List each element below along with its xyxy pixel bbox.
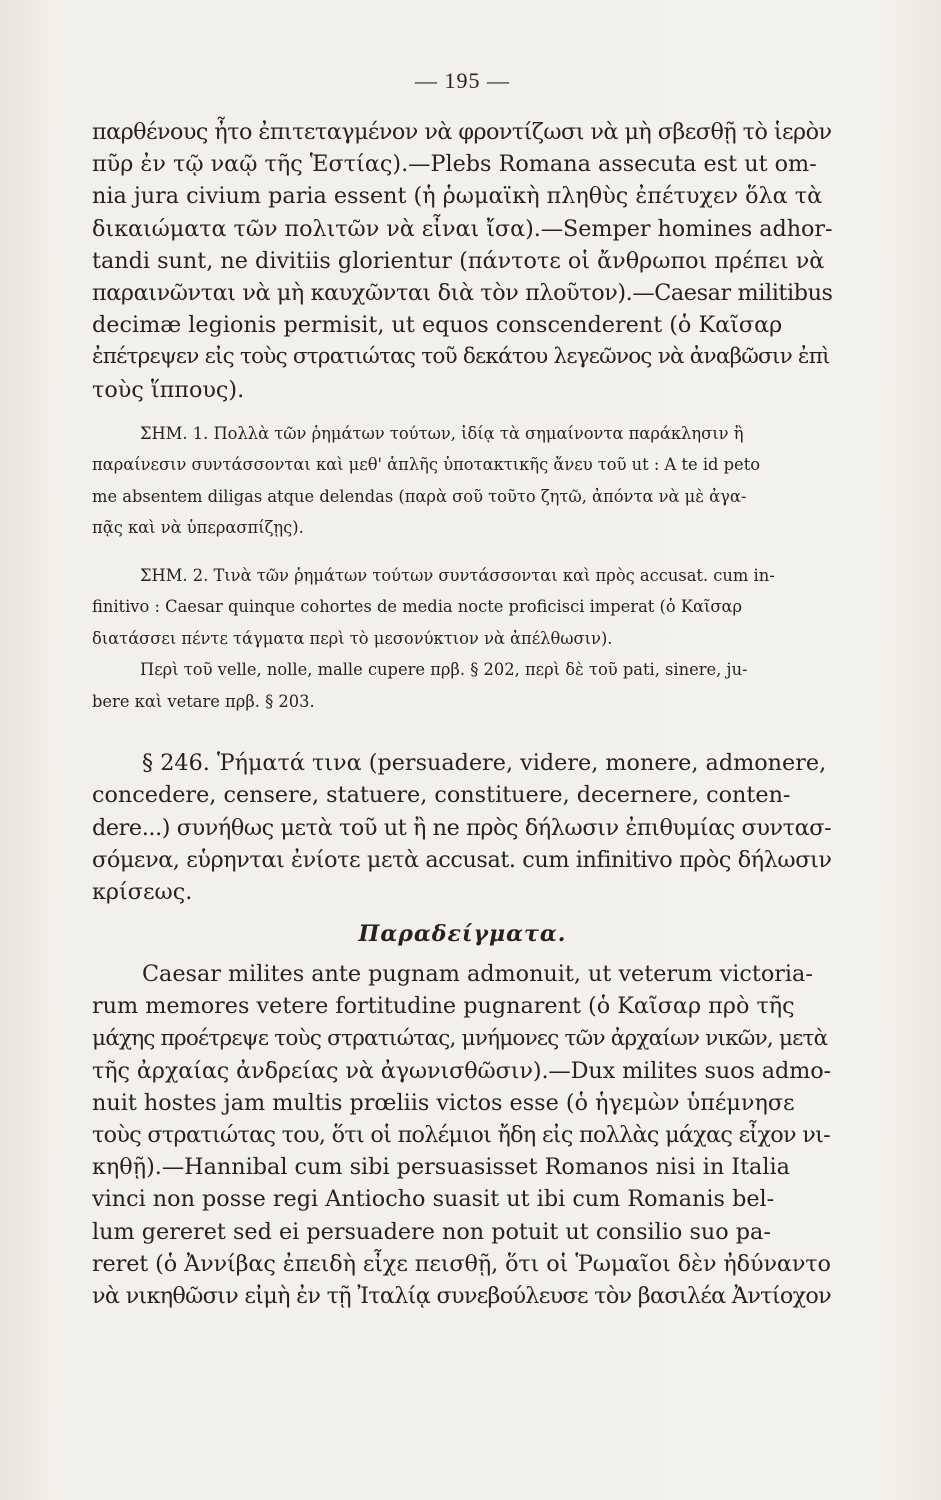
text-line: κρίσεως. bbox=[92, 878, 193, 905]
text-line: reret (ὁ Ἀννίβας ἐπειδὴ εἶχε πεισθῇ, ὅτι οἱ Ῥωμαῖοι δὲν ἠδύναντο bbox=[92, 1250, 831, 1277]
text-line: concedere, censere, statuere, constituere, decernere, conten- bbox=[92, 782, 791, 809]
text-line: διατάσσει πέντε τάγματα περὶ τὸ μεσονύκτιον νὰ ἀπέλθωσιν). bbox=[92, 628, 613, 648]
text-line: lum gereret sed ei persuadere non potuit ut consilio suo pa- bbox=[92, 1218, 771, 1245]
text-line: tandi sunt, ne divitiis glorientur (πάντοτε οἱ ἄνθρωποι πρέπει νὰ bbox=[92, 247, 825, 274]
text-line: decimæ legionis permisit, ut equos conscenderent (ὁ Καῖσαρ bbox=[92, 312, 783, 339]
text-line: τοὺς ἵππους). bbox=[92, 376, 245, 403]
text-line: me absentem diligas atque delendas (παρὰ σοῦ τοῦτο ζητῶ, ἀπόντα νὰ μὲ ἀγα- bbox=[92, 486, 747, 506]
text-line: παρθένους ἦτο ἐπιτεταγμένον νὰ φροντίζωσι νὰ μὴ σβεσθῇ τὸ ἱερὸν bbox=[92, 119, 832, 145]
text-line: rum memores vetere fortitudine pugnarent (ὁ Καῖσαρ πρὸ τῆς bbox=[92, 993, 795, 1020]
text-line: ἐπέτρεψεν εἰς τοὺς στρατιώτας τοῦ δεκάτου λεγεῶνος νὰ ἀναβῶσιν ἐπὶ bbox=[92, 344, 830, 370]
note-2 bbox=[92, 560, 833, 718]
text-line: πᾷς καὶ νὰ ὑπερασπίζῃς). bbox=[92, 518, 304, 538]
examples-heading: Παραδείγματα. bbox=[358, 921, 567, 948]
text-line: νὰ νικηθῶσιν εἰμὴ ἐν τῇ Ἰταλίᾳ συνεβούλευσε τὸν βασιλέα Ἀντίοχον bbox=[92, 1283, 831, 1309]
text-line: σόμενα, εὑρηνται ἐνίοτε μετὰ accusat. cum infinitivo πρὸς δήλωσιν bbox=[92, 846, 832, 873]
text-line: κηθῇ).—Hannibal cum sibi persuasisset Romanos nisi in Italia bbox=[92, 1154, 790, 1181]
text-line: Caesar milites ante pugnam admonuit, ut veterum victoria- bbox=[142, 961, 813, 988]
text-line: παραίνεσιν συντάσσονται καὶ μεθ' ἁπλῆς ὑποτακτικῆς ἄνευ τοῦ ut : A te id peto bbox=[92, 455, 761, 475]
text-line: § 246. Ῥήματά τινα (persuadere, videre, monere, admonere, bbox=[142, 750, 827, 777]
section-246 bbox=[92, 747, 833, 908]
page-number: — 195 — bbox=[415, 68, 510, 93]
examples-paragraph bbox=[92, 958, 833, 1312]
text-line: nia jura civium paria essent (ἡ ῥωμαϊκὴ πληθὺς ἐπέτυχεν ὅλα τὰ bbox=[92, 183, 823, 210]
text-line: Περὶ τοῦ velle, nolle, malle cupere πρβ. § 202, περὶ δὲ τοῦ pati, sinere, ju- bbox=[140, 660, 748, 680]
text-line: finitivo : Caesar quinque cohortes de media nocte proficisci imperat (ὁ Καῖσαρ bbox=[92, 597, 743, 617]
text-line: πῦρ ἐν τῷ ναῷ τῆς Ἑστίας).—Plebs Romana assecuta est ut om- bbox=[92, 151, 817, 178]
note-1 bbox=[92, 418, 833, 544]
text-line: vinci non posse regi Antiocho suasit ut ibi cum Romanis bel- bbox=[92, 1186, 775, 1213]
text-line: παραινῶνται νὰ μὴ καυχῶνται διὰ τὸν πλοῦτον).—Caesar militibus bbox=[92, 279, 833, 306]
text-line: τῆς ἀρχαίας ἀνδρείας νὰ ἀγωνισθῶσιν).—Dux milites suos admo- bbox=[92, 1057, 831, 1084]
paragraph-continued bbox=[92, 116, 833, 406]
text-line: ΣΗΜ. 1. Πολλὰ τῶν ῥημάτων τούτων, ἰδίᾳ τὰ σημαίνοντα παράκλησιν ἢ bbox=[140, 423, 744, 443]
text-line: τοὺς στρατιώτας του, ὅτι οἱ πολέμιοι ἤδη εἰς πολλὰς μάχας εἶχον νι- bbox=[92, 1122, 830, 1149]
text-line: δικαιώματα τῶν πολιτῶν νὰ εἶναι ἴσα).—Semper homines adhor- bbox=[92, 215, 833, 242]
text-line: nuit hostes jam multis prœliis victos esse (ὁ ἡγεμὼν ὑπέμνησε bbox=[92, 1089, 795, 1116]
text-line: ΣΗΜ. 2. Τινὰ τῶν ῥημάτων τούτων συντάσσονται καὶ πρὸς accusat. cum in- bbox=[140, 565, 775, 585]
text-line: μάχης προέτρεψε τοὺς στρατιώτας, μνήμονες τῶν ἀρχαίων νικῶν, μετὰ bbox=[92, 1025, 828, 1051]
text-line: dere...) συνήθως μετὰ τοῦ ut ἢ ne πρὸς δήλωσιν ἐπιθυμίας συντασ- bbox=[92, 814, 832, 841]
text-line: bere καὶ vetare πρβ. § 203. bbox=[92, 691, 315, 711]
